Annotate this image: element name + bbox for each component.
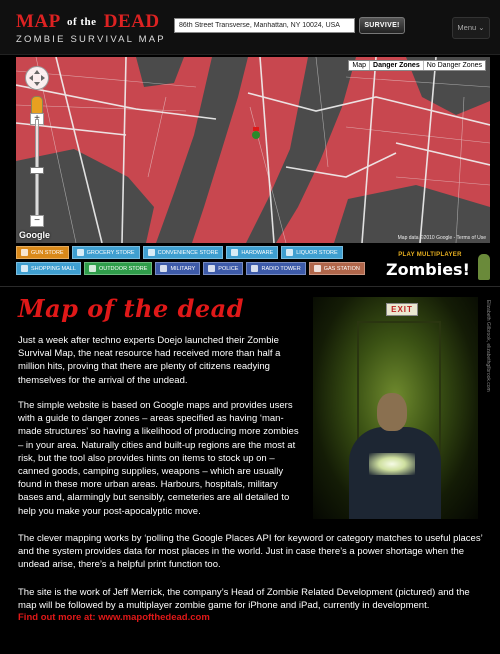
cart-icon <box>148 249 155 256</box>
filter-liquor-store[interactable] <box>281 246 342 259</box>
address-input[interactable] <box>174 18 355 33</box>
pan-control[interactable] <box>25 66 49 90</box>
map-tiles <box>16 57 490 243</box>
map-type-no-danger-zones[interactable]: No Danger Zones <box>426 62 482 69</box>
filter-label: GROCERY STORE <box>86 249 135 256</box>
gas-pump-icon <box>314 265 321 272</box>
filter-grocery-store[interactable] <box>72 246 140 259</box>
grocery-icon <box>77 249 84 256</box>
map-type-danger-zones[interactable]: Danger Zones <box>370 61 424 70</box>
find-out-more-link[interactable]: Find out more at: www.mapofthedead.com <box>18 612 210 623</box>
article-photo <box>313 297 478 519</box>
exit-sign: EXIT <box>386 303 418 316</box>
filter-label: CONVENIENCE STORE <box>157 249 219 256</box>
filter-row-1 <box>16 246 346 259</box>
filter-police[interactable] <box>203 262 243 275</box>
filter-gun-store[interactable] <box>16 246 69 259</box>
badge-icon <box>208 265 215 272</box>
filter-hardware[interactable] <box>226 246 278 259</box>
photo-credit: Elizabeth Gilbrook, elizabethgilbrook.com <box>485 300 491 392</box>
google-logo: Google <box>19 230 50 240</box>
logo-main: MAP <box>16 11 60 32</box>
place-filters <box>16 246 360 278</box>
site-logo[interactable] <box>16 11 160 33</box>
logo-end: DEAD <box>103 11 160 32</box>
filter-radio-tower[interactable] <box>246 262 305 275</box>
filter-label: OUTDOOR STORE <box>98 265 148 272</box>
filter-label: LIQUOR STORE <box>296 249 338 256</box>
map-type-map[interactable]: Map <box>349 61 370 70</box>
danger-map[interactable] <box>16 57 490 243</box>
logo-subtitle: ZOMBIE SURVIVAL MAP <box>16 34 166 45</box>
menu-button[interactable]: Menu ⌄ <box>452 17 490 39</box>
banner-play-text: PLAY MULTIPLAYER <box>398 252 462 258</box>
filter-row-2 <box>16 262 360 275</box>
photo-person-head <box>377 393 407 431</box>
article-paragraph-1: Just a week after techno experts Doejo launched their Zombie Survival Map, the neat resource had received more than half a million hits, proving that there are plenty of citizens readying themselves for the arrival of the undead. <box>18 335 281 386</box>
multiplayer-zombies-banner[interactable] <box>384 252 490 282</box>
filter-gas-station[interactable] <box>309 262 365 275</box>
filter-label: POLICE <box>218 265 239 272</box>
article-paragraph-4: The site is the work of Jeff Merrick, the company’s Head of Zombie Related Development (pictured) and the map will be followed by a multiplayer zombie game for iPhone and iPad, currently in development. <box>18 587 470 612</box>
filter-label: SHOPPING MALL <box>31 265 76 272</box>
filter-label: RADIO TOWER <box>261 265 301 272</box>
banner-zombies-text: Zombies! <box>386 260 470 279</box>
logo-small: of the <box>66 16 97 28</box>
zoom-slider-handle[interactable] <box>30 167 44 174</box>
zoom-out-button[interactable]: − <box>30 215 44 227</box>
bottle-icon <box>286 249 293 256</box>
filter-label: HARDWARE <box>241 249 274 256</box>
street-view-pegman-icon[interactable] <box>31 96 43 114</box>
article-paragraph-2: The simple website is based on Google maps and provides users with a guide to danger zones – areas specified as having ‘man-made structures’ so having a likelihood of producing more zombies – in your area. Naturally cities and built-up regions are the most at risk, but the tool also provides hints on items to stock up on – canned goods, camping supplies, weapons – which are usually found in these more urban areas. Harbours, hospitals, military bases and, alarmingly but sensibly, cemeteries are all detailed to help you make your post-apocalyptic move. <box>18 400 299 517</box>
section-divider <box>0 286 500 287</box>
article-title: Map of the dead <box>18 294 244 323</box>
mall-icon <box>21 265 28 272</box>
pan-arrows-icon <box>26 67 48 89</box>
site-header <box>0 0 500 55</box>
filter-convenience-store[interactable] <box>143 246 224 259</box>
map-copyright[interactable]: Map data ©2010 Google - Terms of Use <box>397 235 486 241</box>
filter-label: MILITARY <box>170 265 196 272</box>
filter-label: GUN STORE <box>31 249 64 256</box>
filter-outdoor-store[interactable] <box>84 262 153 275</box>
survive-button[interactable]: SURVIVE! <box>359 17 405 34</box>
tent-icon <box>89 265 96 272</box>
filter-shopping-mall[interactable] <box>16 262 81 275</box>
filter-military[interactable] <box>155 262 200 275</box>
filter-label: GAS STATION <box>323 265 360 272</box>
photo-device-glow <box>369 453 415 475</box>
gun-icon <box>21 249 28 256</box>
tower-icon <box>251 265 258 272</box>
military-icon <box>160 265 167 272</box>
map-type-control <box>348 60 486 71</box>
article-paragraph-3: The clever mapping works by ‘polling the Google Places API for keyword or category matches to useful places’ and the system provides data for most places in the world. Just in case there’s a power shortage when the undead arise, there’s a helpful print function too. <box>18 533 483 571</box>
hammer-icon <box>231 249 238 256</box>
zombie-figure-icon <box>478 254 490 280</box>
